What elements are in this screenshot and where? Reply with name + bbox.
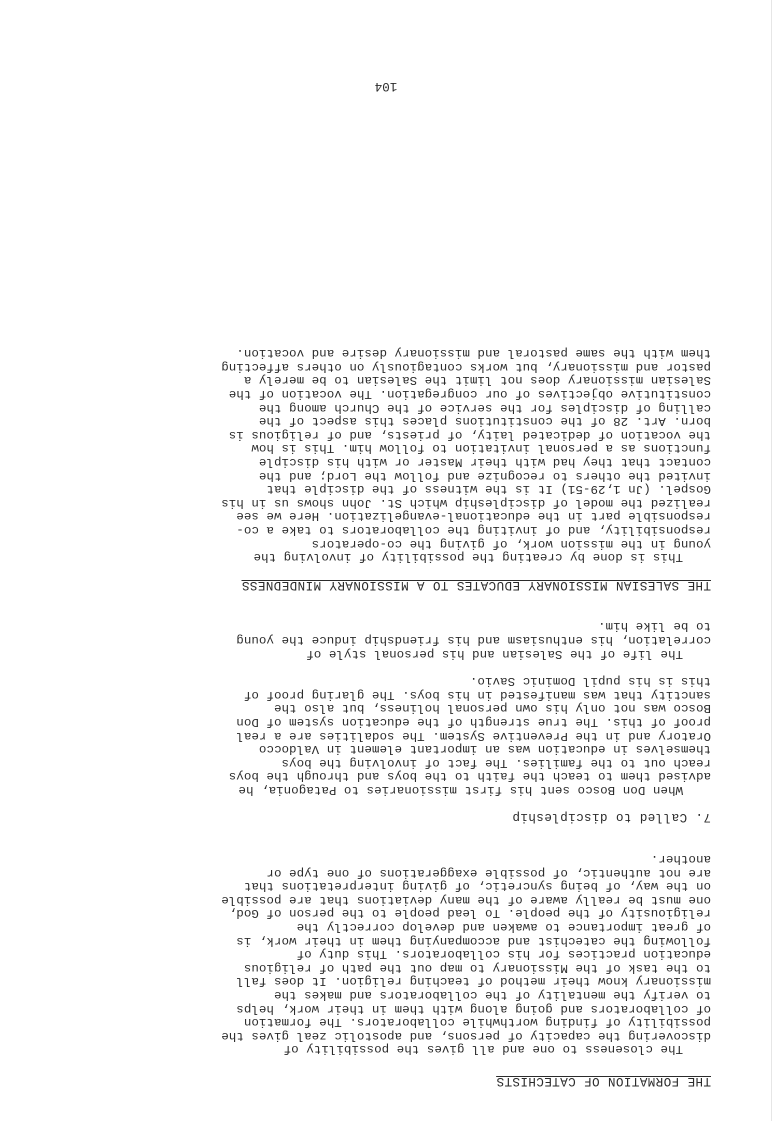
paragraph-missionary-mindedness: This is done by creating the possibility of involving the young in the mission work, of giving the co-operators responsibility, and of inviting the collaborators to take a co- responsible part in the educational-evangelization. Here we see realized the model of discipleship which St. John shows us in his Gospel. (Jn 1,29-51) It is the witness of the disciple that invited the others to recognize and follow the Lord; and the contact that they had with their Master or with his disciple functions as a personal invitation to follow him. This is how the vocation of dedicated laity, of priests, and of religious is born. Art. 28 of the constitutions places this aspect of the calling of disciples for the service of the Church among the constitutive objectives of our congregation. The vocation of the Salesian missionary does not limit the Salesian to be merely a pastor and missionary, but works contagiously on others affecting them with the same pastoral and missionary desire and vocation. (221, 346, 711, 565)
paragraph-salesian-style: The life of the Salesian and his personal style of correlation, his enthusiasm and his friendship induce the young to be like him. (236, 619, 711, 661)
section-heading-catechists: THE FORMATION OF CATECHISTS (496, 1074, 711, 1088)
page-content (60, 346, 711, 1087)
section-heading-missionary-mindedness: THE SALESIAN MISSIONARY EDUCATES TO A MISSIONARY MINDEDNESS (241, 577, 711, 592)
paragraph-catechists: The closeness to one and all gives the possibility of discovering the capacity of persons, and apostolic zeal gives the possibility of finding worthwhile collaborators. The formation of collaborators and going along with them in their work, helps to verify the mentality of the collaborators and makes the missionary know their method of teaching religion. It does fall to the task of the Missionary to map out the path of religious education practices for his collaborators. This duty of following the catechist and accompanying them in their work, is of great importance to awaken and develop correctly the religiousity of the people. To lead people to the person of God, one must be really aware of the many deviations that are possible on the way, of being syncretic, of giving interpretations that are not authentic, of possible exaggerations of one type or another. (221, 852, 711, 1057)
page-number: 104 (374, 79, 398, 93)
section-heading-discipleship: 7. Called to discipleship (512, 810, 711, 825)
paragraph-don-bosco: When Don Bosco sent his first missionaries to Patagonia, he advised them to teach the faith to the boys and through the boys reach out to the families. The fact of involving the boys themselves in education was an important element in Valdocco Oratory and in the Preventive System. The sodalities are a real proof of this. The true strength of the education system of Don Bosco was not only his own personal holiness, but also the sanctity that was manifested in his boys. The glaring proof of this is his pupil Dominic Savio. (228, 674, 711, 797)
